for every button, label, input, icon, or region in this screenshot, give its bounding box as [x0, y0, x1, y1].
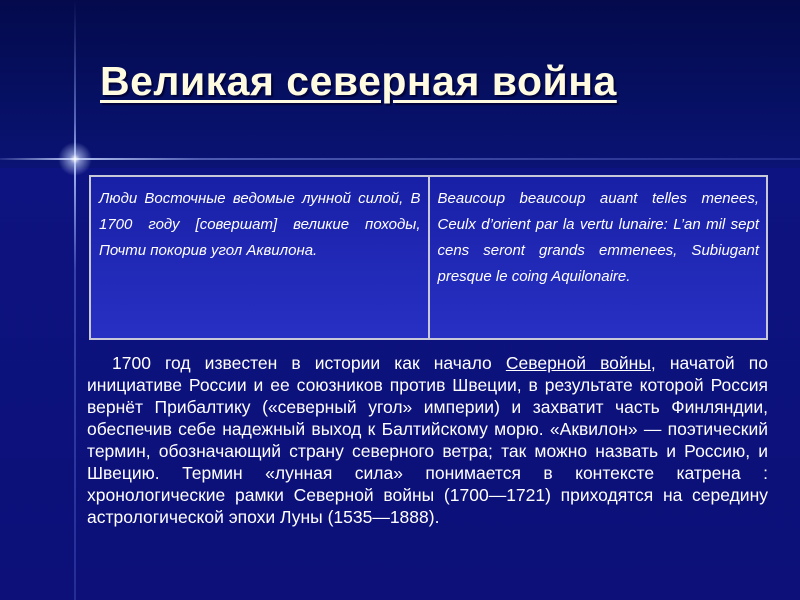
quatrain-french-cell: Beaucoup beaucoup auant telles menees, Ceulx d’orient par la vertu lunaire: L’an mil sept cens seront grands emmenees, Subiugant presque le coing Aquilonaire. — [428, 177, 767, 338]
paragraph-text-body: , начатой по инициативе России и ее союзников против Швеции, в результате которой Россия вернёт Прибалтику («северный угол» империи) и захватит часть Финляндии, обеспечив себе надежный выход к Балтийскому морю. «Аквилон» — поэтический термин, обозначающий страну северного ветра; так можно назвать и Россию, и Швецию. Термин «лунная сила» понимается в контексте катрена : хронологические рамки Северной войны (1700—1721) приходятся на середину астрологической эпохи Луны (1535—1888). — [87, 353, 768, 527]
paragraph-text-intro: 1700 год известен в истории как начало — [112, 353, 506, 373]
quatrain-russian-cell: Люди Восточные ведомые лунной силой, В 1700 году [совершат] великие походы, Почти покорив угол Аквилона. — [99, 190, 421, 259]
northern-war-link[interactable]: Северной войны — [505, 353, 651, 373]
slide-title: Великая северная война — [100, 58, 617, 104]
star-sparkle-icon — [55, 139, 95, 179]
decorative-horizontal-line — [0, 158, 800, 160]
decorative-vertical-line — [74, 0, 76, 600]
explanation-paragraph — [87, 352, 768, 528]
quatrain-table — [89, 175, 768, 340]
